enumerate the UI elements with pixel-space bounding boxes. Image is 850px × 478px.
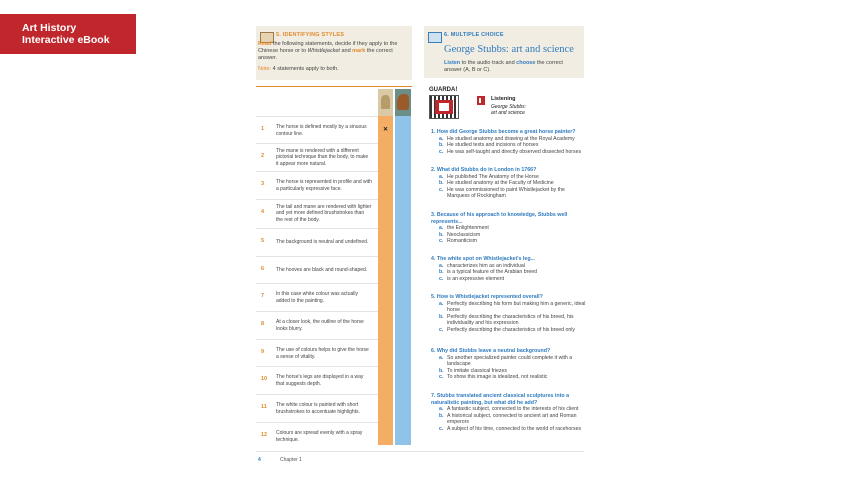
option-text: Romanticism — [447, 238, 477, 245]
instr6-text-2: the correct answer (A, B or C). — [444, 60, 563, 73]
answer-option[interactable] — [431, 426, 587, 433]
answer-option[interactable] — [431, 374, 587, 381]
row-statement: The horse is defined mostly by a sinuous contour line. — [276, 124, 367, 137]
question-block — [431, 393, 587, 433]
option-text: He was commissioned to paint Whistlejacket by the Marquess of Rockingham — [447, 186, 565, 200]
option-text: Perfectly describing the characteristics of his breed only — [447, 326, 576, 333]
row-statement: The use of colours helps to give the horse a sense of vitality. — [276, 347, 369, 360]
row-number: 2 — [261, 153, 265, 159]
option-letter: b. — [439, 269, 444, 276]
question-block — [431, 212, 587, 245]
option-letter: a. — [439, 225, 444, 232]
audio-icon[interactable] — [477, 96, 485, 105]
answer-option[interactable] — [431, 276, 587, 283]
exercise-5-box — [256, 26, 412, 80]
option-letter: a. — [439, 406, 444, 413]
answer-option[interactable] — [431, 174, 587, 181]
option-text: A historical subject, connected to ancient art and Roman emperors — [447, 412, 577, 426]
option-letter: b. — [439, 231, 444, 238]
option-text: Perfectly describing the characteristics of his breed, his individuality and his expression — [447, 313, 574, 327]
option-letter: a. — [439, 354, 444, 361]
question-block — [431, 256, 587, 282]
listening-subtitle-2: art and science — [491, 110, 525, 116]
option-text: To imitate classical friezes — [447, 367, 507, 374]
option-letter: a. — [439, 173, 444, 180]
footer-rule — [256, 451, 584, 452]
option-text: the Enlightenment — [447, 225, 489, 232]
row-statement: In this case white colour was actually added to the painting. — [276, 291, 358, 304]
row-number: 7 — [261, 293, 265, 299]
table-row — [256, 394, 378, 421]
answer-option[interactable] — [431, 142, 587, 149]
guarda-label: GUARDA! — [429, 87, 458, 93]
answer-option[interactable] — [431, 238, 587, 245]
table-top-rule — [256, 86, 412, 87]
chinese-horse-thumbnail — [378, 89, 393, 116]
option-letter: b. — [439, 367, 444, 374]
row-number: 11 — [261, 404, 267, 410]
instr-text-3: the correct answer. — [258, 48, 393, 61]
table-row — [256, 256, 378, 283]
table-row — [256, 366, 378, 393]
question-text: 3. Because of his approach to knowledge, Stubbs well represents... — [431, 212, 568, 225]
row-number: 1 — [261, 126, 265, 132]
option-letter: c. — [439, 374, 444, 381]
instr-text-1: the following statements, decide if they apply to the Chinese horse or to — [258, 41, 398, 54]
page-number: 4 — [258, 457, 261, 463]
option-letter: c. — [439, 148, 444, 155]
exercise-5-heading: 5. IDENTIFYING STYLES — [276, 32, 345, 38]
listening-subtitle-1: George Stubbs: — [491, 104, 527, 110]
instr6-text-1: to the audio track and — [460, 60, 517, 66]
note-label: Note: — [258, 66, 272, 72]
answer-option[interactable] — [431, 263, 587, 270]
row-statement: The hooves are black and round-shaped. — [276, 267, 368, 274]
answer-option[interactable] — [431, 269, 587, 276]
row-number: 10 — [261, 376, 268, 382]
option-letter: a. — [439, 262, 444, 269]
table-row — [256, 116, 378, 143]
listening-subtitle — [491, 104, 551, 116]
option-text: A subject of his time, connected to the world of racehorses — [447, 425, 582, 432]
exercise-6-heading: 6. MULTIPLE CHOICE — [444, 32, 504, 38]
row-statement: The mane is rendered with a different pictorial technique than the body, to make it appear more natural. — [276, 148, 369, 167]
question-text: 1. How did George Stubbs become a great horse painter? — [431, 129, 576, 135]
row-number: 12 — [261, 432, 268, 438]
option-letter: b. — [439, 180, 444, 187]
answer-option[interactable] — [431, 180, 587, 187]
option-text: He was self-taught and directly observed dissected horses — [447, 148, 582, 155]
option-letter: c. — [439, 326, 444, 333]
option-text: is an expressive element — [447, 275, 505, 282]
option-letter: c. — [439, 275, 444, 282]
table-row — [256, 228, 378, 255]
row-statement: Colours are spread evenly with a spray technique. — [276, 430, 363, 443]
answer-option[interactable] — [431, 232, 587, 239]
answer-option[interactable] — [431, 355, 587, 368]
row-statement: The background is neutral and undefined. — [276, 239, 369, 246]
option-letter: c. — [439, 238, 444, 245]
qr-center — [435, 100, 453, 114]
option-text: He studied texts and incisions of horses — [447, 142, 539, 149]
table-row — [256, 339, 378, 366]
answer-column-whistlejacket[interactable] — [395, 116, 411, 445]
answer-option[interactable] — [431, 368, 587, 375]
question-text: 4. The white spot on Whistlejacket's leg... — [431, 256, 535, 262]
instr-text-2: and — [339, 48, 353, 54]
instr-choose: choose — [516, 60, 536, 66]
question-text: 6. Why did Stubbs leave a neutral background? — [431, 348, 551, 354]
question-text: 2. What did Stubbs do in London in 1766? — [431, 167, 537, 173]
option-text: So another specialized painter could complete it with a landscape — [447, 354, 573, 368]
chapter-label: Chapter 1 — [280, 457, 302, 463]
option-text: Perfectly describing his form but making him a generic, ideal horse — [447, 300, 586, 314]
table-row — [256, 171, 378, 198]
answer-option[interactable] — [431, 413, 587, 426]
table-row — [256, 283, 378, 310]
option-letter: c. — [439, 425, 444, 432]
exercise-6-instructions — [444, 60, 580, 74]
option-text: A fantastic subject, connected to the interests of his client — [447, 406, 579, 413]
listening-title: Listening — [491, 96, 516, 102]
statements-table — [256, 86, 412, 445]
option-text: is a typical feature of the Arabian breed — [447, 269, 537, 276]
instr-whistle: Whistlejacket — [307, 48, 340, 54]
row-statement: The white colour is painted with short brushstrokes to accentuate highlights. — [276, 402, 360, 415]
row-statement: The horse's legs are displayed in a way that suggests depth. — [276, 374, 364, 387]
answer-mark-row-1: ✕ — [383, 127, 389, 133]
question-block — [431, 348, 587, 381]
table-row — [256, 199, 378, 226]
answer-option[interactable] — [431, 314, 587, 327]
instr-read: Read — [258, 41, 272, 47]
exercise-6-box — [424, 26, 584, 78]
answer-option[interactable] — [431, 327, 587, 334]
option-letter: a. — [439, 300, 444, 307]
qr-code[interactable] — [429, 95, 459, 119]
option-letter: b. — [439, 313, 444, 320]
row-number: 3 — [261, 181, 265, 187]
answer-option[interactable] — [431, 406, 587, 413]
option-text: To show this image is idealized, not realistic — [447, 374, 548, 381]
question-block — [431, 167, 587, 200]
question-block — [431, 129, 587, 155]
option-letter: b. — [439, 142, 444, 149]
question-text: 7. Stubbs translated ancient classical sculptures into a naturalistic painting, but what did he add? — [431, 393, 570, 406]
table-row — [256, 311, 378, 338]
option-letter: a. — [439, 135, 444, 142]
option-text: He studied anatomy at the Faculty of Medicine — [447, 180, 554, 187]
row-number: 5 — [261, 238, 265, 244]
row-number: 8 — [261, 321, 265, 327]
row-statement: At a closer look, the outline of the horse looks blurry. — [276, 319, 364, 332]
brand-line-1: Art History — [22, 22, 77, 34]
row-number: 6 — [261, 266, 265, 272]
instr-mark: mark — [352, 48, 366, 54]
row-statement: The tail and mane are rendered with lighter and yet more defined brushstrokes than the rest of the body. — [276, 204, 372, 223]
brand-line-2: Interactive eBook — [22, 34, 110, 46]
question-text: 5. How is Whistlejacket represented overall? — [431, 294, 543, 300]
table-row — [256, 143, 378, 170]
answer-option[interactable] — [431, 187, 587, 200]
answer-option[interactable] — [431, 149, 587, 156]
note-text: 4 statements apply to both. — [271, 66, 339, 72]
option-text: He published The Anatomy of the Horse — [447, 173, 539, 180]
whistlejacket-thumbnail — [395, 89, 411, 116]
answer-option[interactable] — [431, 225, 587, 232]
exercise-6-title: George Stubbs: art and science — [444, 44, 574, 55]
instr-listen: Listen — [444, 60, 461, 66]
option-text: characterizes him as an individual — [447, 262, 525, 269]
option-letter: b. — [439, 412, 444, 419]
question-block — [431, 294, 587, 334]
brand-label — [0, 14, 136, 54]
option-text: He studied anatomy and drawing at the Royal Academy — [447, 135, 575, 142]
exercise-5-instructions — [258, 41, 408, 73]
answer-column-chinese-horse[interactable] — [378, 116, 393, 445]
table-row — [256, 422, 378, 449]
option-letter: c. — [439, 186, 444, 193]
row-number: 9 — [261, 349, 265, 355]
row-statement: The horse is represented in profile and with a particularly expressive face. — [276, 179, 372, 192]
answer-option[interactable] — [431, 136, 587, 143]
option-text: Neoclassicism — [447, 231, 481, 238]
headphones-icon — [428, 32, 442, 43]
row-number: 4 — [261, 209, 265, 215]
answer-option[interactable] — [431, 301, 587, 314]
